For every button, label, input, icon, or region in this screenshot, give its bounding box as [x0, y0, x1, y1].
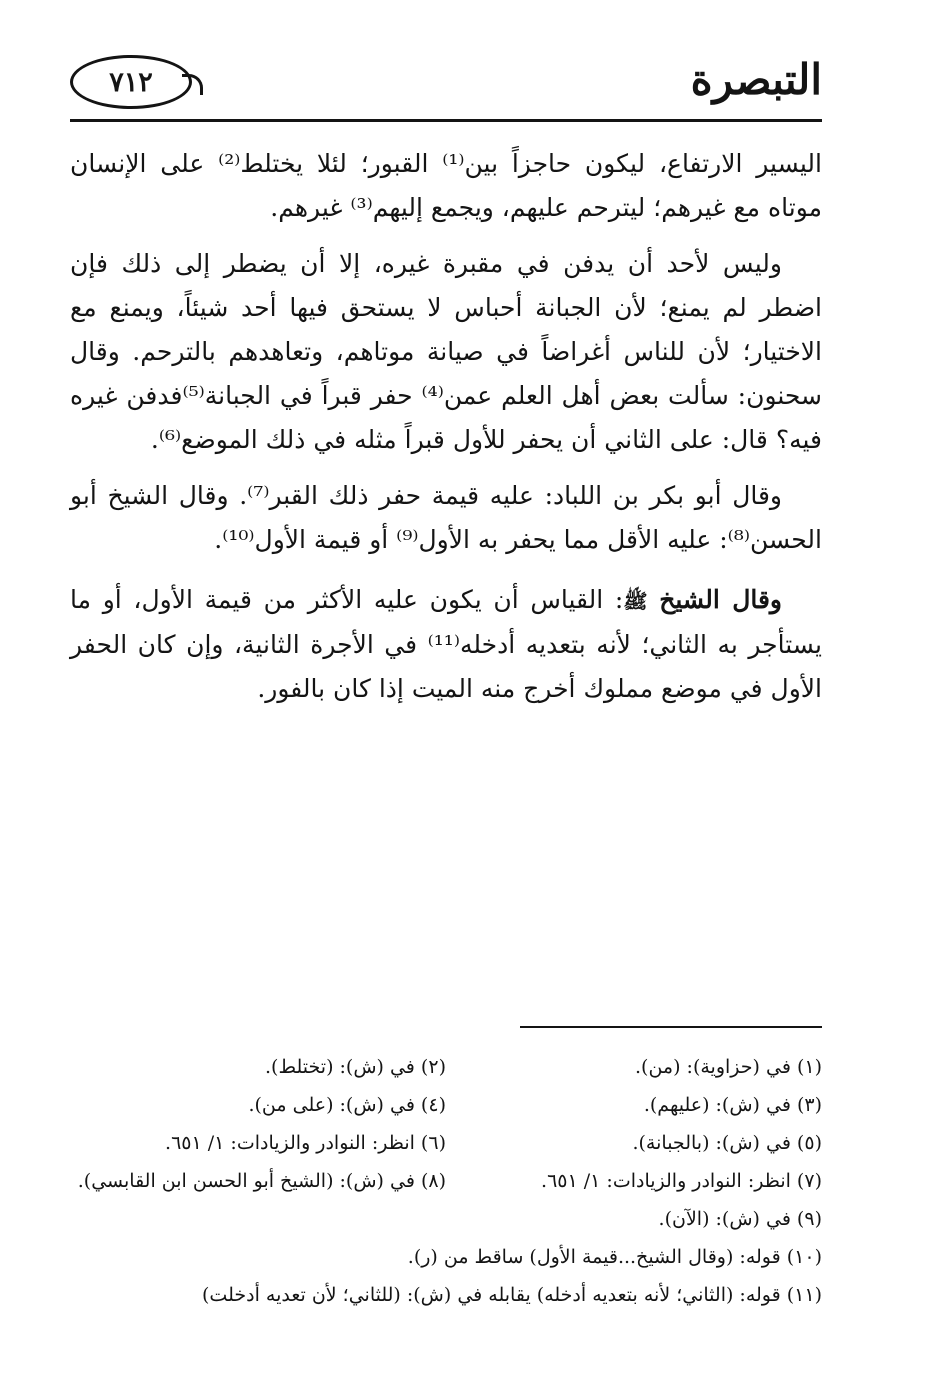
footnote-8: (٨) في (ش): (الشيخ أبو الحسن ابن القابسي). — [77, 1170, 446, 1192]
footnote-11: (١١) قوله: (الثاني؛ لأنه بتعديه أدخله) يقابله في (ش): (للثاني؛ لأن تعديه أدخلت) — [202, 1284, 822, 1306]
paragraph-1: اليسير الارتفاع، ليكون حاجزاً بين⁽¹⁾ القبور؛ لئلا يختلط⁽²⁾ على الإنسان موتاه مع غيرهم؛ ليترحم عليهم، ويجمع إليهم⁽³⁾ غيرهم. — [70, 149, 822, 222]
book-title: التبصرة — [690, 55, 822, 104]
footnote-divider — [520, 1026, 822, 1028]
footnote-row — [70, 1086, 822, 1124]
footnotes — [70, 1048, 822, 1314]
paragraph-4-text: : القياس أن يكون عليه الأكثر من قيمة الأول، أو ما يستأجر به الثاني؛ لأنه بتعديه أدخله⁽¹¹⁾ في الأجرة الثانية، وإن كان الحفر الأول في موضع مملوك أخرج منه الميت إذا كان بالفور. — [70, 585, 823, 703]
footnote-row — [70, 1238, 822, 1276]
paragraph-4-lead: وقال الشيخ — [659, 585, 783, 614]
paragraph-2: وليس لأحد أن يدفن في مقبرة غيره، إلا أن يضطر إلى ذلك فإن اضطر لم يمنع؛ لأن الجبانة أحباس لا يستحق فيها أحد شيئاً، ويمنع مع الاختيار؛ لأن للناس أغراضاً في صيانة موتاهم، وتعاهدهم بالترحم. وقال سحنون: سألت بعض أهل العلم عمن⁽⁴⁾ حفر قبراً في الجبانة⁽⁵⁾فدفن غيره فيه؟ قال: على الثاني أن يحفر للأول قبراً مثله في ذلك الموضع⁽⁶⁾. — [70, 249, 823, 454]
footnote-row — [70, 1276, 822, 1314]
footnote-10: (١٠) قوله: (وقال الشيخ...قيمة الأول) ساقط من (ر). — [407, 1246, 822, 1268]
page-number: ٧١٢ — [109, 66, 153, 98]
footnote-4: (٤) في (ش): (على من). — [248, 1094, 446, 1116]
header-divider — [70, 119, 822, 122]
paragraph-3: وقال أبو بكر بن اللباد: عليه قيمة حفر ذلك القبر⁽⁷⁾. وقال الشيخ أبو الحسن⁽⁸⁾: عليه الأقل مما يحفر به الأول⁽⁹⁾ أو قيمة الأول⁽¹⁰⁾. — [70, 481, 822, 554]
footnote-2: (٢) في (ش): (تختلط). — [265, 1056, 446, 1078]
main-text — [70, 142, 822, 723]
footnote-1: (١) في (حزاوية): (من). — [635, 1056, 822, 1078]
honorific-glyph: ﷺ — [623, 589, 648, 613]
footnote-5: (٥) في (ش): (بالجبانة). — [632, 1132, 822, 1154]
page-header — [70, 55, 822, 125]
footnote-row — [70, 1200, 822, 1238]
footnote-7: (٧) انظر: النوادر والزيادات: ١/ ٦٥١. — [541, 1170, 822, 1192]
footnote-6: (٦) انظر: النوادر والزيادات: ١/ ٦٥١. — [165, 1132, 446, 1154]
footnote-row — [70, 1048, 822, 1086]
footnote-row — [70, 1124, 822, 1162]
paragraph-4 — [70, 578, 822, 711]
footnote-row — [70, 1162, 822, 1200]
footnote-3: (٣) في (ش): (عليهم). — [643, 1094, 822, 1116]
footnote-9: (٩) في (ش): (الآن). — [658, 1208, 822, 1230]
